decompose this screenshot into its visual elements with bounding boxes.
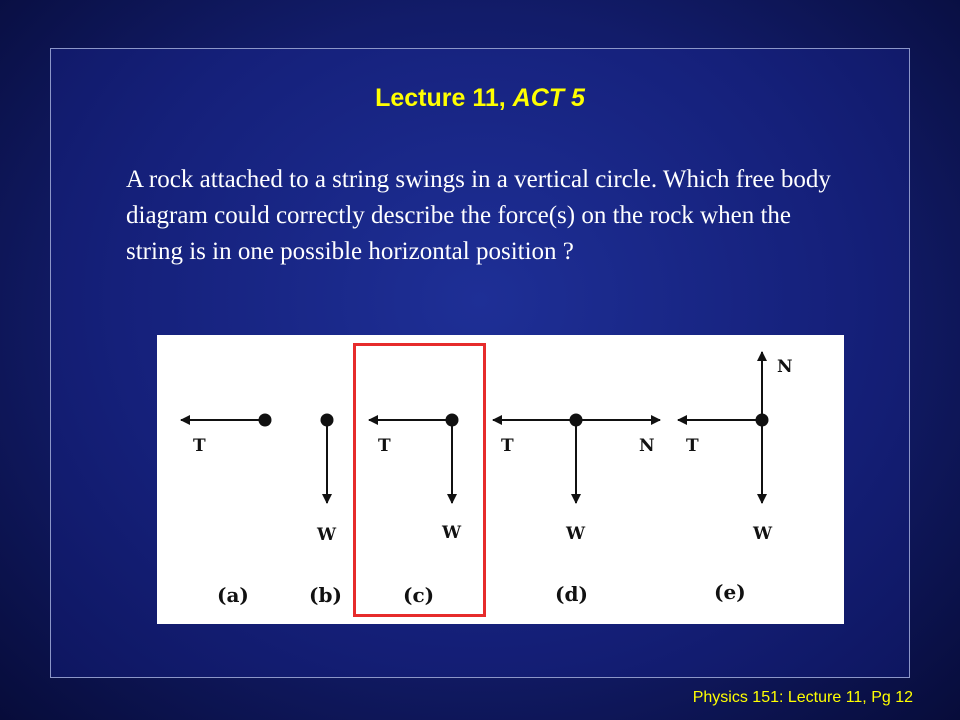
diagram-a <box>181 414 272 608</box>
label-n: N <box>639 436 655 456</box>
diagram-e <box>678 352 793 604</box>
caption-b: (b) <box>309 583 342 607</box>
answer-highlight-box <box>353 343 486 617</box>
diagram-b <box>309 414 342 608</box>
caption-a: (a) <box>217 583 249 607</box>
title-act: ACT 5 <box>512 84 585 112</box>
question-text: A rock attached to a string swings in a vertical circle. Which free body diagram could correctly describe the force(s) on the rock when the string is in one possible horizontal position ? <box>126 166 831 265</box>
rock-dot <box>259 414 272 427</box>
caption-d: (d) <box>555 582 588 606</box>
label-t: T <box>501 436 514 456</box>
label-w: W <box>317 525 337 545</box>
footer-text: Physics 151: Lecture 11, Pg 12 <box>692 689 913 706</box>
caption-e: (e) <box>714 580 746 604</box>
rock-dot <box>570 414 583 427</box>
label-w: W <box>442 523 462 543</box>
label-w: W <box>753 524 773 544</box>
label-n: N <box>777 357 793 377</box>
slide-title <box>0 84 960 113</box>
free-body-diagrams <box>157 335 844 624</box>
rock-dot <box>756 414 769 427</box>
label-w: W <box>566 524 586 544</box>
label-t: T <box>193 436 206 456</box>
caption-c: (c) <box>403 583 435 607</box>
label-t: T <box>686 436 699 456</box>
label-t: T <box>378 436 391 456</box>
title-prefix: Lecture 11, <box>375 84 513 112</box>
diagram-d <box>493 414 660 607</box>
rock-dot <box>321 414 334 427</box>
